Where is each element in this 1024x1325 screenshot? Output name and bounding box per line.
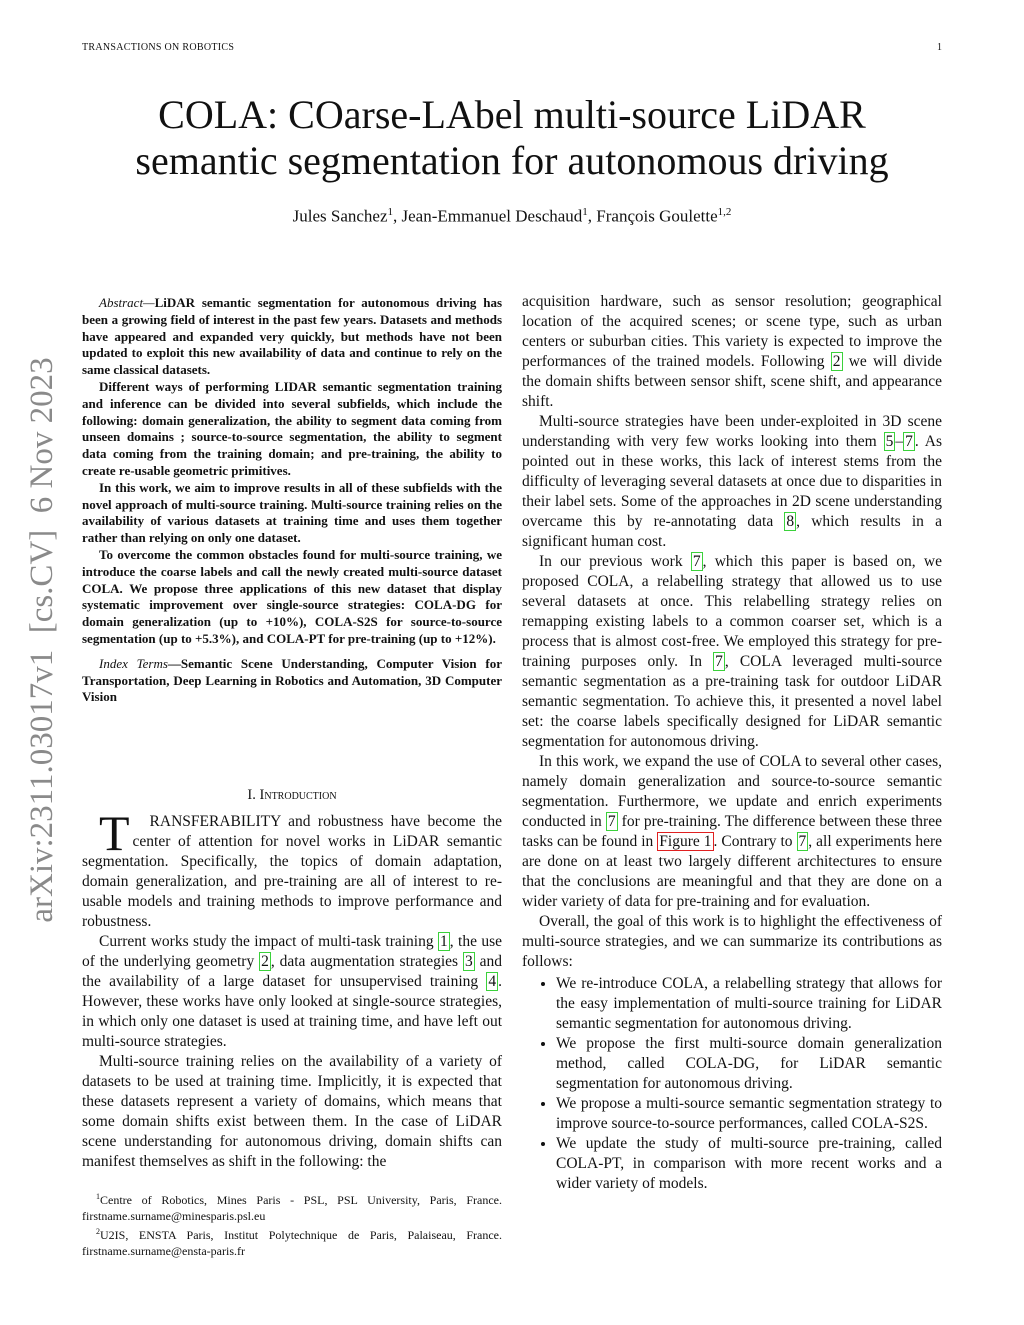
section-title: Introduction bbox=[259, 787, 337, 803]
body-paragraph bbox=[82, 1052, 502, 1172]
body-text: Current works study the impact of multi-task training bbox=[99, 933, 438, 950]
citation-link[interactable]: 5 bbox=[885, 433, 894, 450]
body-text: In our previous work bbox=[539, 553, 691, 570]
body-paragraph bbox=[522, 292, 942, 412]
arxiv-stamp: arXiv:2311.03017v1 [cs.CV] 6 Nov 2023 bbox=[24, 357, 60, 923]
section-number: I. bbox=[247, 787, 260, 803]
body-text: . As pointed out in these works, this lack of interest stems from the difficulty of leveraging several datasets at once due to disparities in their label sets. Some of the approaches in 2D scene understanding overcame this by re-annotating data bbox=[522, 433, 942, 530]
body-paragraph bbox=[82, 932, 502, 1052]
body-text: In this work, we expand the use of COLA to several other cases, namely domain generalization and source-to-source semantic segmentation. Furthermore, we update and enrich experiments conducted in bbox=[522, 753, 942, 830]
body-text: acquisition hardware, such as sensor resolution; geographical location of the acquired scenes; or scene type, such as urban centers or suburban cities. This variety is expected to improve the performances of the trained models. Following bbox=[522, 293, 942, 370]
body-text: we will divide the domain shifts between sensor shift, scene shift, and appearance shift. bbox=[522, 353, 942, 410]
citation-link[interactable]: 7 bbox=[715, 653, 723, 670]
footnote-mark: 2 bbox=[96, 1227, 100, 1236]
body-paragraph bbox=[522, 752, 942, 912]
author-affiliation: 1,2 bbox=[717, 206, 732, 218]
author-list: Jules Sanchez$^1$, Jean-Emmanuel Deschaud$^1$, François Goulette$^{1,2}$ bbox=[292, 206, 732, 226]
citation-link[interactable]: 1 bbox=[440, 933, 448, 950]
footnote-text: U2IS, ENSTA Paris, Institut Polytechnique de Paris, Palaiseau, France. firstname.surname@ensta-paris.fr bbox=[82, 1228, 502, 1258]
body-text: , which this paper is based on, we proposed COLA, a relabelling strategy that allowed us to use several datasets at once. This relabelling strategy relies on remapping existing labels to a common coarser set, which is a process that is almost cost-free. We employed this strategy for pre-training purposes only. In bbox=[522, 553, 942, 670]
index-terms-text: —Semantic Scene Understanding, Computer Vision for Transportation, Deep Learning in Robotics and Automation, 3D Computer Vision bbox=[82, 655, 502, 705]
page-number: 1 bbox=[937, 42, 942, 53]
body-text: , COLA leveraged multi-source semantic segmentation as a pre-training task for outdoor LiDAR semantic segmentation. To achieve this, it presented a novel label set: the coarse labels specifically designed for LiDAR semantic segmentation for autonomous driving. bbox=[522, 653, 942, 750]
citation-link[interactable]: 4 bbox=[488, 973, 497, 990]
drop-cap: T bbox=[99, 805, 130, 861]
figure-reference-link[interactable]: Figure 1 bbox=[659, 833, 712, 850]
citation-link[interactable]: 7 bbox=[798, 833, 807, 850]
footnotes bbox=[82, 1189, 502, 1259]
footnote bbox=[82, 1224, 502, 1259]
contribution-item: • We propose the first multi-source domain generalization method, called COLA-DG, for LiDAR semantic segmentation for autonomous driving. bbox=[556, 1034, 942, 1094]
index-terms-label: Index Terms bbox=[99, 655, 168, 671]
body-text: , which results in a significant human cost. bbox=[522, 513, 942, 550]
footnote-mark: 1 bbox=[96, 1192, 100, 1201]
body-text: Overall, the goal of this work is to highlight the effectiveness of multi-source strategies, and we can summarize its contributions as follows: bbox=[522, 913, 942, 970]
body-text: RANSFERABILITY and robustness have become the center of attention for novel works in LiDAR semantic segmentation. Specifically, the topics of domain adaptation, domain generalization, and pre-training are all of interest to re-usable models and training methods to improve performance and robustness. bbox=[82, 813, 502, 930]
author-affiliation: 1 bbox=[582, 206, 588, 218]
contribution-item: • We propose a multi-source semantic segmentation strategy to improve source-to-source performances, called COLA-S2S. bbox=[556, 1094, 942, 1134]
citation-link[interactable]: 3 bbox=[464, 953, 473, 970]
body-text: for pre-training. The difference between these three tasks can be found in bbox=[522, 813, 942, 850]
author-name: François Goulette bbox=[596, 206, 718, 226]
citation-link[interactable]: 2 bbox=[832, 353, 841, 370]
abstract-paragraph: To overcome the common obstacles found for multi-source training, we introduce the coarse labels and call the newly created multi-source dataset COLA. We propose three applications of this new dataset that display systematic improvement over single-source strategies: COLA-DG for domain generalization (up to +10%), COLA-S2S for source-to-source segmentation (up to +5.3%), and COLA-PT for pre-training (up to +12%). bbox=[82, 546, 502, 646]
left-column-body bbox=[82, 805, 502, 1172]
body-text: Multi-source strategies have been under-exploited in 3D scene understanding with very few works looking into them bbox=[522, 413, 942, 450]
author-name: Jules Sanchez bbox=[292, 206, 388, 226]
body-paragraph bbox=[522, 912, 942, 972]
body-text: Multi-source training relies on the availability of a variety of datasets to be used at training time. Implicitly, it is expected that these datasets represent a variety of domains, which means that some domain shifts exist between them. In the case of LiDAR scene understanding for autonomous driving, domain shifts can manifest themselves as shift in the following: the bbox=[82, 1053, 502, 1170]
abstract-paragraph: Different ways of performing LIDAR semantic segmentation training and inference can be divided into several subfields, which include the following: domain generalization, the ability to segment data coming from unseen domains ; source-to-source segmentation, the ability to segment data coming from the training domain; and pre-training, the ability to create re-usable geometric primitives. bbox=[82, 378, 502, 478]
title-line: COLA: COarse-LAbel multi-source LiDAR bbox=[158, 92, 866, 137]
body-text: and the availability of a large dataset for unsupervised training bbox=[82, 953, 502, 990]
title-line: semantic segmentation for autonomous driving bbox=[135, 138, 889, 183]
index-terms bbox=[82, 656, 502, 706]
contribution-item: • We re-introduce COLA, a relabelling strategy that allows for the easy implementation of multi-source training for LiDAR semantic segmentation for autonomous driving. bbox=[556, 974, 942, 1034]
contributions-list bbox=[522, 974, 942, 1194]
abstract-label: Abstract— bbox=[99, 295, 155, 310]
paper-title bbox=[60, 92, 964, 184]
contribution-item: • We update the study of multi-source pre-training, called COLA-PT, in comparison with more recent works and a wider variety of models. bbox=[556, 1134, 942, 1194]
citation-link[interactable]: 7 bbox=[692, 553, 701, 570]
section-heading bbox=[82, 787, 502, 804]
body-text: , all experiments here are done on at least two largely different architectures to ensure that the conclusions are meaningful and that they are done on a wider variety of data for pre-training and for evaluation. bbox=[522, 833, 943, 910]
right-column-body bbox=[522, 292, 942, 1194]
body-paragraph bbox=[522, 412, 942, 552]
citation-link[interactable]: 7 bbox=[905, 433, 913, 450]
citation-link[interactable]: 8 bbox=[786, 513, 795, 530]
abstract-text: LiDAR semantic segmentation for autonomous driving has been a growing field of interest in the past few years. Datasets and methods have appeared and expanded very quickly, but methods have not been updated to exploit this new availability of data and continue to rely on the same classical datasets. bbox=[82, 295, 502, 378]
abstract bbox=[82, 295, 502, 706]
body-text: , the use of the underlying geometry bbox=[82, 933, 502, 970]
author-affiliation: 1 bbox=[387, 206, 393, 218]
body-text: – bbox=[895, 433, 904, 450]
citation-link[interactable]: 2 bbox=[261, 953, 269, 970]
author-name: Jean-Emmanuel Deschaud bbox=[401, 206, 583, 226]
body-paragraph bbox=[522, 552, 942, 752]
footnote-text: Centre of Robotics, Mines Paris - PSL, PSL University, Paris, France. firstname.surname@minesparis.psl.eu bbox=[82, 1193, 502, 1223]
abstract-paragraph bbox=[82, 295, 502, 379]
abstract-paragraph: In this work, we aim to improve results in all of these subfields with the novel approach of multi-source training. Multi-source training relies on the availability of various datasets at training time and uses them together rather than relying on only one dataset. bbox=[82, 479, 502, 546]
footnote bbox=[82, 1189, 502, 1224]
running-header: TRANSACTIONS ON ROBOTICS bbox=[82, 42, 235, 53]
body-text: , data augmentation strategies bbox=[270, 953, 463, 970]
citation-link[interactable]: 7 bbox=[607, 813, 616, 830]
body-text: . However, these works have only looked at single-source strategies, in which only one dataset is used at training time, and have left out multi-source strategies. bbox=[82, 973, 502, 1050]
body-text: . Contrary to bbox=[713, 833, 797, 850]
body-paragraph bbox=[82, 805, 502, 932]
